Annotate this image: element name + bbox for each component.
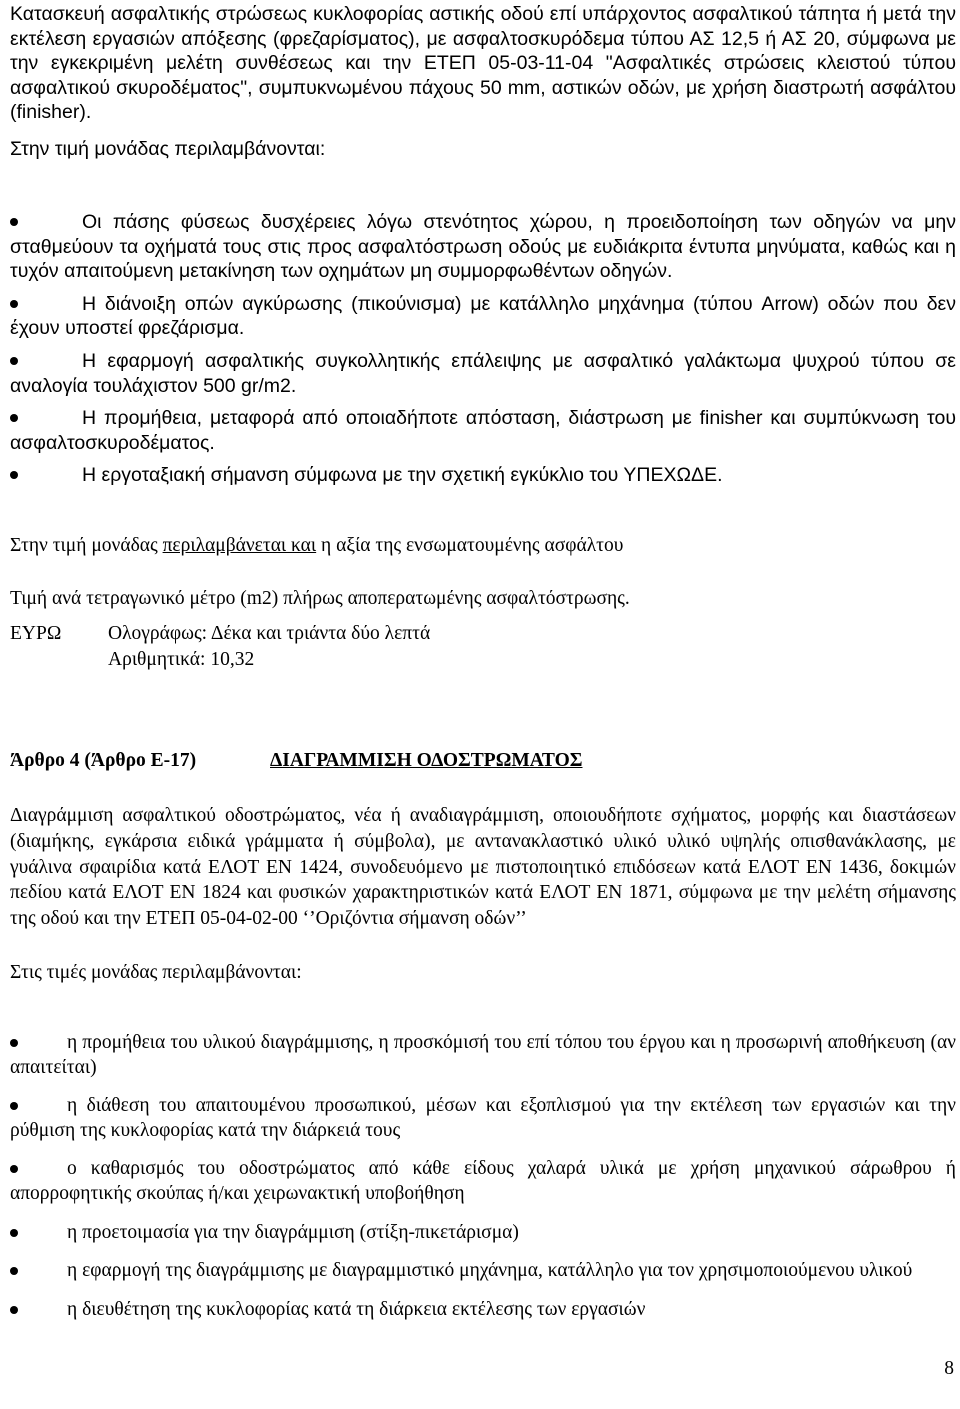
page-number: 8 bbox=[944, 1358, 954, 1379]
price-numeric: Αριθμητικά: 10,32 bbox=[108, 649, 255, 670]
bullet-icon bbox=[10, 471, 18, 479]
list-item: ο καθαρισμός του οδοστρώματος από κάθε είδους χαλαρά υλικά με χρήση μηχανικού σάρωθρου ή απορροφητικής σκούπας ή/και χειρωνακτική υποβοήθηση bbox=[10, 1158, 956, 1204]
bullet-icon bbox=[10, 218, 18, 226]
article-number: Άρθρο 4 (Άρθρο Ε-17) bbox=[10, 750, 197, 771]
includes-list-2 bbox=[10, 1031, 956, 1336]
article-heading bbox=[10, 749, 956, 774]
bullet-icon bbox=[10, 1102, 18, 1110]
list-item: η προμήθεια του υλικού διαγράμμισης, η προσκόμισή του επί τόπου του έργου και η προσωρινή αποθήκευση (αν απαιτείται) bbox=[10, 1032, 956, 1078]
list-item: η εφαρμογή της διαγράμμισης με διαγραμμιστικό μηχάνημα, κατάλληλο για τον χρησιμοποιούμενου υλικού bbox=[10, 1259, 956, 1284]
intro-paragraph: Κατασκευή ασφαλτικής στρώσεως κυκλοφορίας αστικής οδού επί υπάρχοντος ασφαλτικού τάπητα ή μετά την εκτέλεση εργασιών απόξεσης (φρεζαρίσματος), με ασφαλτοσκυρόδεμα τύπου ΑΣ 12,5 ή ΑΣ 20, σύμφωνα με την εγκεκριμένη μελέτη συνθέσεως και την ΕΤΕΠ 05-03-11-04 "Ασφαλτικές στρώσεις κλειστού τύπου ασφαλτικού σκυροδέματος", συμπυκνωμένου πάχους 50 mm, αστικών οδών, με χρήση διαστρωτή ασφάλτου (finisher). bbox=[10, 3, 956, 124]
price-line: Τιμή ανά τετραγωνικό μέτρο (m2) πλήρως αποπερατωμένης ασφαλτόστρωσης. bbox=[10, 588, 630, 609]
currency-label: ΕΥΡΩ bbox=[10, 623, 62, 644]
bullet-icon bbox=[10, 1306, 18, 1314]
list-item: η προετοιμασία για την διαγράμμιση (στίξη-πικετάρισμα) bbox=[10, 1221, 956, 1246]
list-item: Η εργοταξιακή σήμανση σύμφωνα με την σχετική εγκύκλιο του ΥΠΕΧΩΔΕ. bbox=[10, 463, 956, 488]
includes-list bbox=[10, 210, 956, 496]
price-in-words: Ολογράφως: Δέκα και τριάντα δύο λεπτά bbox=[108, 623, 431, 644]
bullet-icon bbox=[10, 414, 18, 422]
article-body: Διαγράμμιση ασφαλτικού οδοστρώματος, νέα ή αναδιαγράμμιση, οποιουδήποτε σχήματος, μορφής και διαστάσεων (διαμήκης, εγκάρσια ειδικά γράμματα ή σύμβολα), με αντανακλαστικό υλικό υλικό υψηλής οπισθανάκλασης, με γυάλινα σφαιρίδια κατά ΕΛΟΤ ΕΝ 1424, συνοδευόμενο με πιστοποιητικό επιδόσεων κατά ΕΛΟΤ ΕΝ 1436, δοκιμών πεδίου κατά ΕΛΟΤ ΕΝ 1824 και φυσικών χαρακτηριστικών κατά ΕΛΟΤ ΕΝ 1871, σύμφωνα με την μελέτη σήμανσης της οδού και την ΕΤΕΠ 05-04-02-00 ‘’Οριζόντια σήμανση οδών’’ bbox=[10, 805, 956, 930]
bullet-icon bbox=[10, 1267, 18, 1275]
article-title: ΔΙΑΓΡΑΜΜΙΣΗ ΟΔΟΣΤΡΩΜΑΤΟΣ bbox=[270, 750, 583, 771]
asphalt-value-line: Στην τιμή μονάδας περιλαμβάνεται και η αξία της ενσωματουμένης ασφάλτου bbox=[10, 535, 624, 556]
bullet-icon bbox=[10, 357, 18, 365]
includes-heading: Στην τιμή μονάδας περιλαμβάνονται: bbox=[10, 138, 326, 160]
includes-heading-2: Στις τιμές μονάδας περιλαμβάνονται: bbox=[10, 962, 302, 983]
list-item: η διευθέτηση της κυκλοφορίας κατά τη διάρκεια εκτέλεσης των εργασιών bbox=[10, 1298, 956, 1323]
bullet-icon bbox=[10, 1229, 18, 1237]
bullet-icon bbox=[10, 1165, 18, 1173]
list-item: Η διάνοιξη οπών αγκύρωσης (πικούνισμα) με κατάλληλο μηχάνημα (τύπου Arrow) οδών που δεν έχουν υποστεί φρεζάρισμα. bbox=[10, 292, 956, 340]
bullet-icon bbox=[10, 300, 18, 308]
list-item: Η εφαρμογή ασφαλτικής συγκολλητικής επάλειψης με ασφαλτικό γαλάκτωμα ψυχρού τύπου σε αναλογία τουλάχιστον 500 gr/m2. bbox=[10, 349, 956, 397]
list-item: Η προμήθεια, μεταφορά από οποιαδήποτε απόσταση, διάστρωση με finisher και συμπύκνωση του ασφαλτοσκυροδέματος. bbox=[10, 407, 956, 454]
bullet-icon bbox=[10, 1039, 18, 1047]
list-item: Οι πάσης φύσεως δυσχέρειες λόγω στενότητος χώρου, η προειδοποίηση των οδηγών να μην σταθμεύουν τα οχήματά τους στις προς ασφαλτόστρωση οδούς με ευδιάκριτα έντυπα μηνύματα, καθώς και η τυχόν απαιτούμενη μετακίνηση των οχημάτων μη συμμορφωθέντων οδηγών. bbox=[10, 211, 956, 283]
list-item: η διάθεση του απαιτουμένου προσωπικού, μέσων και εξοπλισμού για την εκτέλεση των εργασιών και την ρύθμιση της κυκλοφορίας κατά την διάρκειά τους bbox=[10, 1095, 956, 1141]
